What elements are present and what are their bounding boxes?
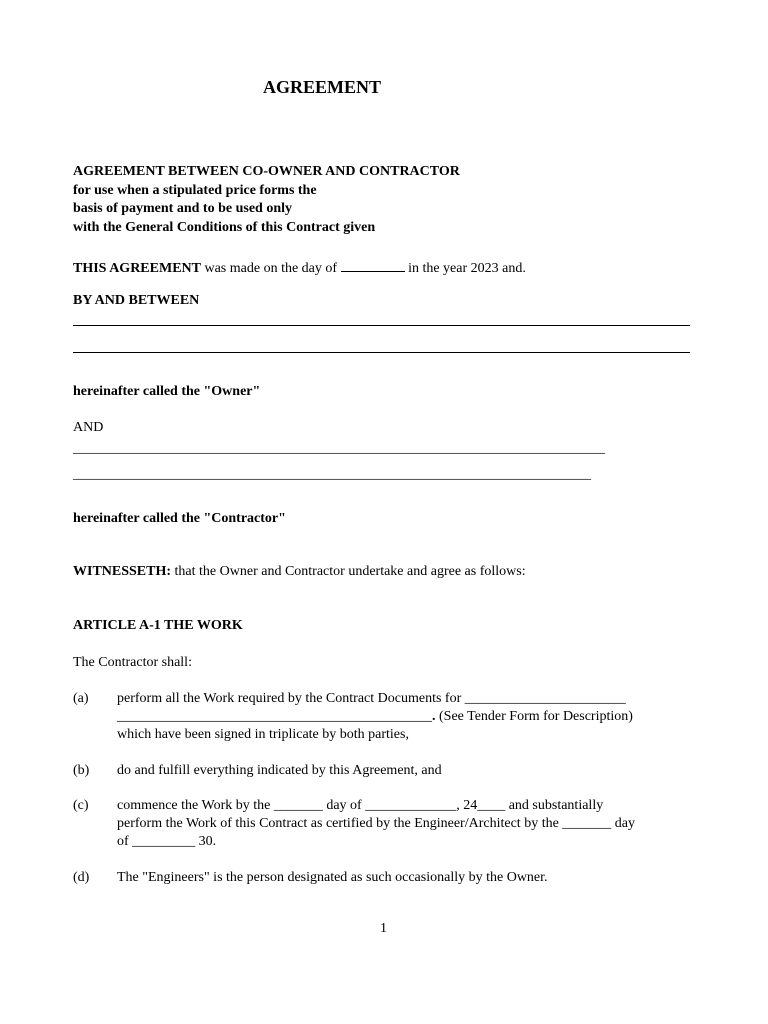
agreement-tail: in the year 2023 and. bbox=[404, 261, 526, 276]
item-c-line-3: of _________ 30. bbox=[117, 834, 217, 849]
item-a-dot: . bbox=[432, 709, 436, 724]
witnesseth-text: that the Owner and Contractor undertake and agree as follows: bbox=[171, 564, 526, 579]
owner-name-line-2[interactable] bbox=[73, 352, 690, 353]
owner-name-line-1[interactable] bbox=[73, 325, 690, 326]
item-c-line-1: commence the Work by the _______ day of _____________, 24____ and substantially bbox=[117, 798, 604, 813]
item-c-label: (c) bbox=[73, 798, 89, 813]
and-label: AND bbox=[73, 420, 104, 435]
item-b-line-1: do and fulfill everything indicated by this Agreement, and bbox=[117, 763, 442, 778]
agreement-lead: THIS AGREEMENT bbox=[73, 261, 201, 276]
document-title: AGREEMENT bbox=[263, 77, 382, 97]
contractor-name-line-1[interactable]: ____________________________________________________________________________ bbox=[73, 441, 605, 456]
item-a-line-2-tail: (See Tender Form for Description) bbox=[435, 709, 633, 724]
subtitle-line-1: AGREEMENT BETWEEN CO-OWNER AND CONTRACTOR bbox=[73, 164, 460, 179]
page-number: 1 bbox=[380, 921, 387, 936]
item-a-line-3: which have been signed in triplicate by both parties, bbox=[117, 727, 409, 742]
item-a-line-1: perform all the Work required by the Contract Documents for _______________________ bbox=[117, 691, 626, 706]
witnesseth-line bbox=[73, 563, 526, 580]
item-a-line-2 bbox=[117, 708, 633, 725]
owner-label: hereinafter called the "Owner" bbox=[73, 384, 261, 399]
witnesseth-lead: WITNESSETH: bbox=[73, 564, 172, 579]
item-b-label: (b) bbox=[73, 763, 90, 778]
item-d-line-1: The "Engineers" is the person designated as such occasionally by the Owner. bbox=[117, 870, 548, 885]
by-and-between-label: BY AND BETWEEN bbox=[73, 293, 200, 308]
contractor-label: hereinafter called the "Contractor" bbox=[73, 511, 286, 526]
day-blank[interactable] bbox=[341, 257, 405, 272]
article-title: ARTICLE A-1 THE WORK bbox=[73, 618, 243, 633]
item-a-label: (a) bbox=[73, 691, 89, 706]
item-d-label: (d) bbox=[73, 870, 90, 885]
agreement-date-line bbox=[73, 257, 526, 277]
contractor-shall: The Contractor shall: bbox=[73, 655, 192, 670]
contractor-name-line-2[interactable]: __________________________________________________________________________ bbox=[73, 467, 591, 482]
item-c-line-2: perform the Work of this Contract as certified by the Engineer/Architect by the _______ day bbox=[117, 816, 636, 831]
subtitle-line-2: for use when a stipulated price forms the bbox=[73, 183, 317, 198]
subtitle-line-3: basis of payment and to be used only bbox=[73, 201, 292, 216]
agreement-mid: was made on the day of bbox=[200, 261, 341, 276]
item-a-description-blank[interactable]: _____________________________________________ bbox=[117, 709, 432, 724]
subtitle-line-4: with the General Conditions of this Contract given bbox=[73, 220, 376, 235]
